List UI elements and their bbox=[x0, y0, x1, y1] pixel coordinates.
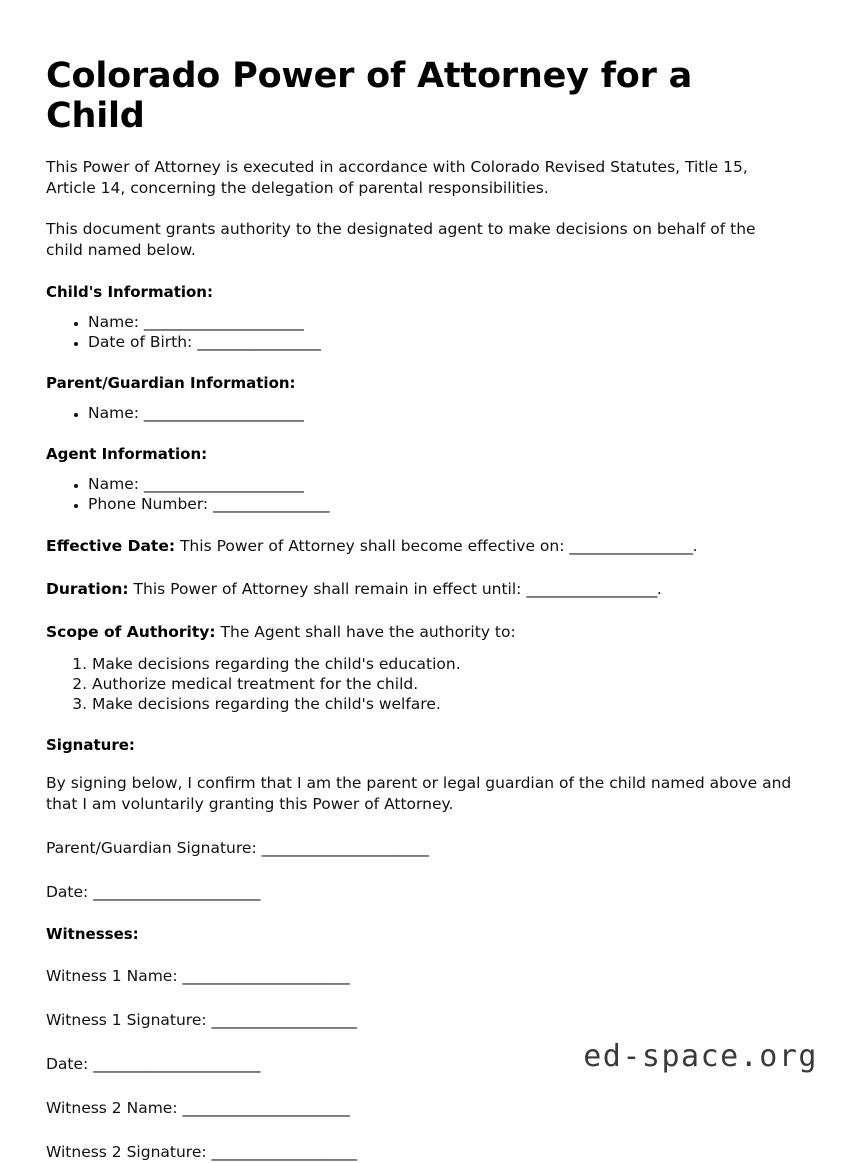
fill-in-blank[interactable]: _______________________ bbox=[93, 1054, 260, 1073]
scope-of-authority-line bbox=[46, 600, 792, 643]
fill-in-blank[interactable]: _______________________ bbox=[93, 882, 260, 901]
fill-in-blank[interactable]: ______________________ bbox=[143, 312, 304, 331]
signature-date-field bbox=[46, 859, 792, 903]
field-label: Name: bbox=[88, 403, 139, 422]
parent-guardian-information-fields bbox=[46, 392, 792, 423]
witnesses-heading: Witnesses: bbox=[46, 924, 139, 943]
page-title: Colorado Power of Attorney for a Child bbox=[46, 56, 693, 137]
field-label: Witness 1 Name: bbox=[46, 966, 178, 985]
signature-heading: Signature: bbox=[46, 735, 135, 754]
list-item bbox=[88, 474, 792, 494]
field-label: Date of Birth: bbox=[88, 332, 193, 351]
fill-in-blank[interactable]: _______________________ bbox=[182, 966, 350, 985]
intro-paragraph-1: This Power of Attorney is executed in accordance with Colorado Revised Statutes, Title 15, Article 14, concerning the delegation of parental responsibilities. bbox=[46, 157, 748, 197]
site-watermark: ed-space.org bbox=[583, 1039, 818, 1074]
field-label: Name: bbox=[88, 312, 139, 331]
signature-statement: By signing below, I confirm that I am the parent or legal guardian of the child named above and that I am voluntarily granting this Power of Attorney. bbox=[46, 773, 792, 813]
fill-in-blank[interactable]: ____________________ bbox=[211, 1010, 357, 1029]
witness-2-signature-field bbox=[46, 1119, 792, 1163]
agent-information-fields bbox=[46, 463, 792, 514]
scope-of-authority-text: The Agent shall have the authority to: bbox=[220, 622, 516, 641]
field-label: Phone Number: bbox=[88, 494, 209, 513]
list-item: 1. Make decisions regarding the child's education. bbox=[92, 654, 792, 674]
field-label: Witness 2 Name: bbox=[46, 1098, 178, 1117]
fill-in-blank[interactable]: _________________ bbox=[197, 332, 321, 351]
list-item: 3. Make decisions regarding the child's welfare. bbox=[92, 694, 792, 714]
fill-in-blank[interactable]: ______________________ bbox=[143, 403, 304, 422]
field-label: Witness 1 Signature: bbox=[46, 1010, 207, 1029]
duration-label: Duration: bbox=[46, 579, 129, 598]
field-label: Parent/Guardian Signature: bbox=[46, 838, 257, 857]
list-item: 2. Authorize medical treatment for the child. bbox=[92, 674, 792, 694]
fill-in-blank[interactable]: ________________ bbox=[213, 494, 330, 513]
duration-terminator: . bbox=[656, 579, 662, 598]
parent-guardian-information-heading: Parent/Guardian Information: bbox=[46, 373, 296, 392]
effective-date-line bbox=[46, 514, 792, 557]
duration-text: This Power of Attorney shall remain in effect until: bbox=[133, 579, 522, 598]
field-label: Date: bbox=[46, 1054, 89, 1073]
field-label: Witness 2 Signature: bbox=[46, 1142, 207, 1161]
fill-in-blank[interactable]: __________________ bbox=[526, 579, 657, 598]
parent-guardian-signature-field bbox=[46, 815, 792, 859]
scope-of-authority-label: Scope of Authority: bbox=[46, 622, 216, 641]
fill-in-blank[interactable]: ____________________ bbox=[211, 1142, 357, 1161]
witness-1-name-field bbox=[46, 943, 792, 987]
agent-information-heading: Agent Information: bbox=[46, 444, 208, 463]
list-item bbox=[88, 332, 792, 352]
field-label: Date: bbox=[46, 882, 89, 901]
field-label: Name: bbox=[88, 474, 139, 493]
list-item bbox=[88, 403, 792, 423]
effective-date-label: Effective Date: bbox=[46, 536, 176, 555]
child-information-heading: Child's Information: bbox=[46, 282, 213, 301]
witness-2-name-field bbox=[46, 1075, 792, 1119]
effective-date-terminator: . bbox=[692, 536, 698, 555]
fill-in-blank[interactable]: _______________________ bbox=[261, 838, 429, 857]
intro-paragraph-2: This document grants authority to the designated agent to make decisions on behalf of the child named below. bbox=[46, 219, 756, 259]
list-item bbox=[88, 494, 792, 514]
list-item bbox=[88, 312, 792, 332]
fill-in-blank[interactable]: _________________ bbox=[569, 536, 693, 555]
child-information-fields bbox=[46, 301, 792, 352]
fill-in-blank[interactable]: _______________________ bbox=[182, 1098, 350, 1117]
fill-in-blank[interactable]: ______________________ bbox=[143, 474, 304, 493]
authority-list bbox=[46, 643, 792, 714]
effective-date-text: This Power of Attorney shall become effective on: bbox=[179, 536, 565, 555]
witness-1-signature-field bbox=[46, 987, 792, 1031]
duration-line bbox=[46, 557, 792, 600]
